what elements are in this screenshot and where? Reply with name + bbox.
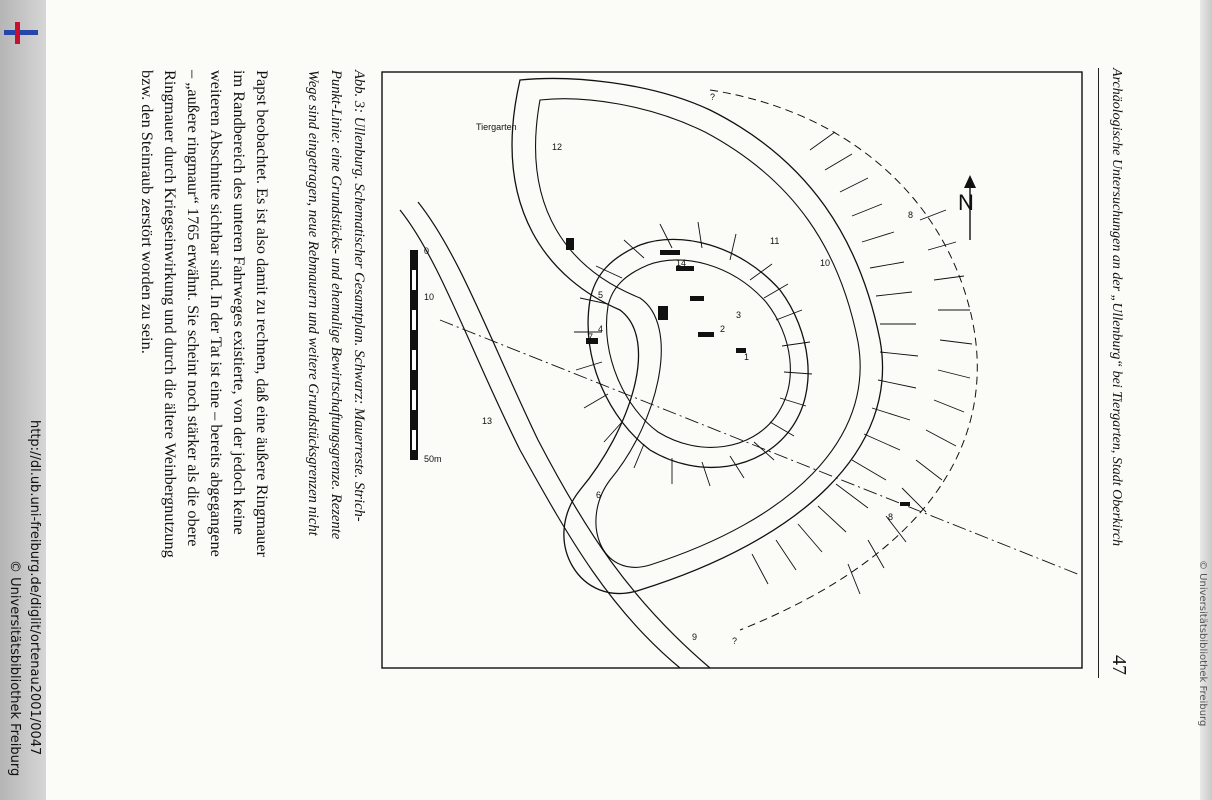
svg-text:2: 2 (720, 324, 726, 334)
svg-text:8: 8 (908, 210, 914, 220)
header-rule (1098, 68, 1099, 678)
svg-text:11: 11 (770, 236, 780, 246)
svg-text:1: 1 (744, 352, 750, 362)
svg-text:12: 12 (552, 142, 563, 152)
caption-line: Punkt-Linie: eine Grundstücks- und ehemalige Bewirtschaftungsgrenze. Rezente (328, 70, 344, 540)
svg-text:13: 13 (482, 416, 493, 426)
caption-line: Wege sind eingetragen, neue Rebmauern und weitere Grundstücksgrenzen nicht (305, 70, 321, 536)
site-plan-figure (380, 70, 1085, 670)
svg-text:0: 0 (424, 246, 430, 256)
viewer-nav-icon[interactable] (4, 22, 38, 44)
body-line: Papst beobachtet. Es ist also damit zu rechnen, daß eine äußere Ringmauer (253, 70, 272, 557)
north-arrow (958, 175, 976, 240)
body-line: bzw. den Steinraub zerstört worden zu sein. (138, 70, 157, 354)
body-line: Ringmauer durch Kriegseinwirkung und durch die ältere Weinbergnutzung (161, 70, 180, 558)
dashed-boundary (710, 90, 977, 630)
road-line-inner (418, 202, 710, 668)
figure-caption (301, 70, 370, 680)
caption-line: Abb. 3: Ullenburg. Schematischer Gesamtplan. Schwarz: Mauerreste. Strich- (351, 70, 367, 522)
svg-text:N: N (958, 190, 974, 215)
svg-text:14: 14 (676, 258, 687, 268)
svg-text:Tiergarten: Tiergarten (476, 122, 517, 132)
source-url[interactable]: http://dl.ub.uni-freiburg.de/diglit/ortenau2001/0047 (27, 420, 42, 756)
road-line-outer (400, 210, 680, 668)
svg-text:9: 9 (692, 632, 698, 642)
svg-text:50m: 50m (424, 454, 442, 464)
inner-ring-inner (606, 260, 790, 447)
svg-text:6: 6 (596, 490, 602, 500)
svg-text:3: 3 (736, 310, 742, 320)
plan-labels (476, 92, 913, 646)
running-header: Archäologische Untersuchungen an der „Ullenburg“ bei Tiergarten, Stadt Oberkirch (1109, 68, 1124, 547)
svg-text:10: 10 (820, 258, 831, 268)
slope-hachures (574, 132, 972, 594)
body-line: im Randbereich des unteren Fahrweges existierte, von der jedoch keine (230, 70, 249, 535)
copyright-notice: © Universitätsbibliothek Freiburg (7, 560, 22, 777)
right-edge-copyright: © Universitätsbibliothek Freiburg (1197, 560, 1208, 727)
svg-text:?: ? (732, 636, 738, 646)
scale-bar (410, 246, 442, 464)
svg-text:10: 10 (424, 292, 435, 302)
svg-text:?: ? (710, 92, 716, 102)
body-line: weiteren Abschnitte sichtbar sind. In der Tat ist eine – bereits abgegangene (207, 70, 226, 557)
body-line: – „außere ringmaur“ 1765 erwähnt. Sie scheint noch stärker als die obere (184, 70, 203, 547)
svg-text:5: 5 (598, 290, 604, 300)
svg-text:4: 4 (598, 324, 604, 334)
svg-text:7: 7 (588, 332, 594, 342)
page-number: 47 (1108, 655, 1130, 675)
property-line (440, 320, 1080, 575)
svg-text:8: 8 (888, 512, 894, 522)
outer-path-ring (512, 79, 882, 594)
outer-path-inner-edge (536, 99, 861, 568)
body-paragraph (136, 70, 274, 680)
inner-ring-outer (588, 239, 808, 467)
